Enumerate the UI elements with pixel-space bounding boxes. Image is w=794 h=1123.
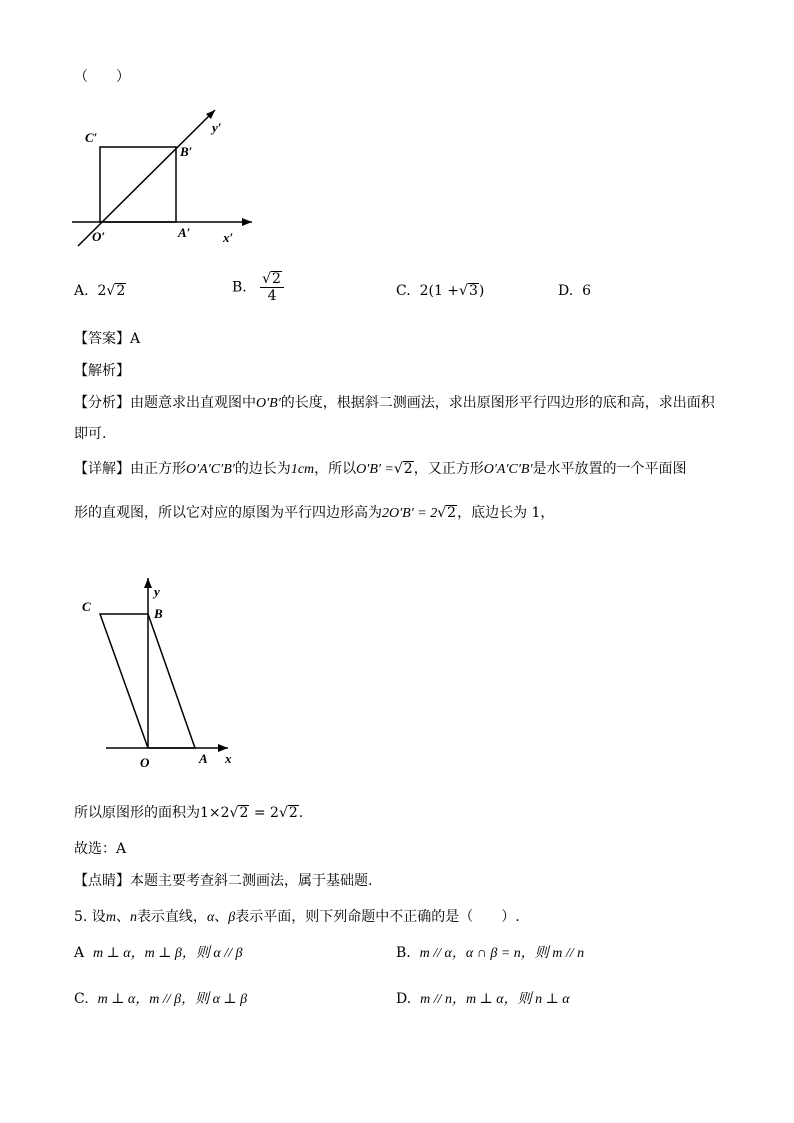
label-c: C xyxy=(82,599,91,614)
choose-line: 故选：A xyxy=(74,841,127,857)
label-x-prime: x′ xyxy=(223,230,234,245)
option-b: B. $\frac{√2}{4}$ xyxy=(232,271,284,304)
figure-oblique-square xyxy=(60,100,270,255)
label-o: O xyxy=(140,755,150,770)
figure-original-parallelogram xyxy=(70,570,250,770)
label-c-prime: C′ xyxy=(85,130,98,145)
area-line: 所以原图形的面积为1×2√2 = 2√2. xyxy=(74,805,304,821)
label-y: y xyxy=(154,584,160,599)
detail-line-1: 【详解】由正方形O′A′C′B′的边长为1cm，所以O′B′ =√2，又正方形O′A′C′B′是水平放置的一个平面图 xyxy=(74,461,687,477)
square-oacb xyxy=(100,147,176,222)
fraction: $\frac{√2}{4}$ xyxy=(260,271,284,304)
q5-option-b: B. m // α，α ∩ β = n，则 m // n xyxy=(396,945,585,961)
label-b-prime: B′ xyxy=(180,144,193,159)
label-o-prime: O′ xyxy=(92,229,106,244)
question-bracket: （ ） xyxy=(74,69,130,85)
detail-line-2: 形的直观图，所以它对应的原图为平行四边形高为2O′B′ = 2√2，底边长为 1， xyxy=(74,505,555,521)
y-arrow-icon xyxy=(144,578,152,588)
analysis-line-1: 【分析】由题意求出直观图中O′B′的长度，根据斜二测画法，求出原图形平行四边形的底和高，求出面积 xyxy=(74,395,715,411)
analysis-line-2: 即可. xyxy=(74,426,107,442)
x-prime-arrow-icon xyxy=(242,218,252,226)
answer-line: 【答案】A xyxy=(74,331,141,347)
comment-line: 【点睛】本题主要考查斜二测画法，属于基础题. xyxy=(74,873,373,889)
label-b: B xyxy=(154,606,163,621)
q5-option-d: D. m // n，m ⊥ α，则 n ⊥ α xyxy=(396,991,570,1007)
y-prime-axis xyxy=(78,110,215,246)
label-y-prime: y′ xyxy=(212,120,222,135)
option-d: D. 6 xyxy=(558,283,592,299)
q5-option-a: A m ⊥ α，m ⊥ β，则 α // β xyxy=(74,945,243,961)
option-a: A. 2√2 xyxy=(74,283,126,299)
q5-option-c: C. m ⊥ α，m // β，则 α ⊥ β xyxy=(74,991,248,1007)
option-c: C. 2(1 +√3) xyxy=(396,283,485,299)
label-a: A xyxy=(199,751,208,766)
label-a-prime: A′ xyxy=(178,225,191,240)
q5-stem: 5. 设m、n表示直线，α、β表示平面，则下列命题中不正确的是（ ）. xyxy=(74,909,520,925)
label-x: x xyxy=(225,751,232,766)
analysis-tag: 【解析】 xyxy=(74,363,130,379)
